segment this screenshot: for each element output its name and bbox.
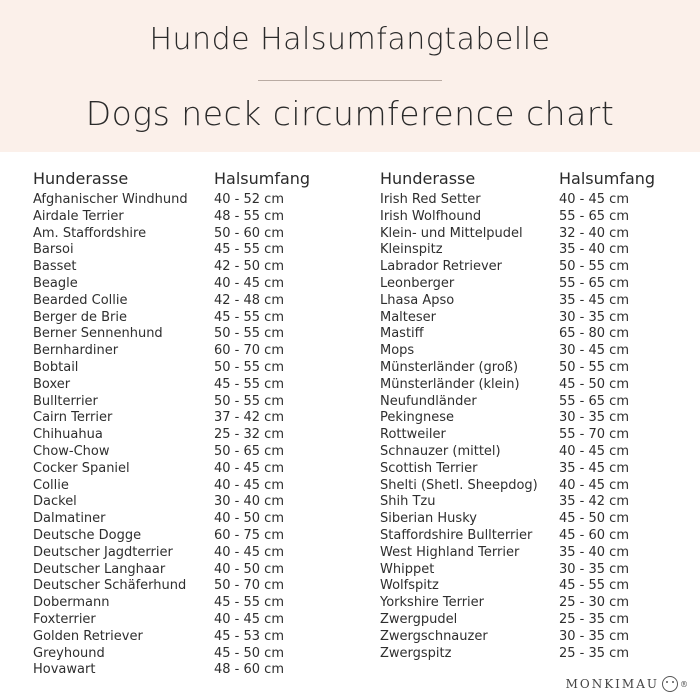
- breed-column-header: Hunderasse: [33, 169, 129, 188]
- breed-name: Pekingnese: [380, 410, 455, 426]
- table-row: [33, 326, 310, 343]
- neck-size: 55 - 65 cm: [559, 393, 629, 409]
- table-header-left: [33, 168, 310, 190]
- breed-name: Basset: [33, 259, 77, 275]
- brand-logo: [566, 676, 688, 692]
- table-row: [380, 276, 655, 293]
- table-row: [380, 595, 655, 612]
- table-row: [33, 595, 310, 612]
- neck-size: 40 - 45 cm: [214, 544, 284, 560]
- table-row: [33, 276, 310, 293]
- table-row: [33, 646, 310, 663]
- brand-name: MONKIMAU: [565, 677, 659, 691]
- neck-size: 50 - 55 cm: [559, 259, 629, 275]
- neck-size: 40 - 45 cm: [214, 460, 284, 476]
- table-row: [33, 545, 310, 562]
- breed-name: Schnauzer (mittel): [380, 443, 501, 459]
- breed-name: Klein- und Mittelpudel: [380, 225, 523, 241]
- neck-size: 30 - 45 cm: [559, 343, 629, 359]
- table-row: [380, 511, 655, 528]
- table-row: [33, 528, 310, 545]
- table-rows-left: [33, 192, 310, 679]
- neck-size: 45 - 55 cm: [559, 578, 629, 594]
- neck-size: 30 - 35 cm: [559, 561, 629, 577]
- breed-name: Collie: [33, 477, 69, 493]
- neck-size: 50 - 65 cm: [214, 443, 284, 459]
- breed-name: Rottweiler: [380, 427, 446, 443]
- table-row: [380, 360, 655, 377]
- table-row: [33, 662, 310, 679]
- neck-size: 48 - 60 cm: [214, 662, 284, 678]
- breed-name: Boxer: [33, 376, 71, 392]
- neck-size: 50 - 55 cm: [559, 359, 629, 375]
- breed-name: Shih Tzu: [380, 494, 436, 510]
- breed-name: Dackel: [33, 494, 77, 510]
- breed-name: Airdale Terrier: [33, 208, 124, 224]
- breed-name: Zwergschnauzer: [380, 628, 488, 644]
- breed-name: Leonberger: [380, 275, 455, 291]
- table-row: [33, 444, 310, 461]
- breed-name: Barsoi: [33, 242, 74, 258]
- table-row: [33, 410, 310, 427]
- table-row: [33, 578, 310, 595]
- neck-size: 32 - 40 cm: [559, 225, 629, 241]
- table-row: [33, 192, 310, 209]
- table-row: [380, 545, 655, 562]
- neck-size: 25 - 35 cm: [559, 645, 629, 661]
- table-row: [380, 343, 655, 360]
- title-german: Hunde Halsumfangtabelle: [149, 22, 551, 57]
- size-column-header: Halsumfang: [559, 169, 656, 188]
- neck-size: 60 - 75 cm: [214, 527, 284, 543]
- breed-name: Münsterländer (klein): [380, 376, 520, 392]
- breed-name: Golden Retriever: [33, 628, 143, 644]
- neck-size: 25 - 35 cm: [559, 611, 629, 627]
- table-row: [33, 562, 310, 579]
- breed-name: Am. Staffordshire: [33, 225, 147, 241]
- title-divider: [258, 80, 442, 81]
- breed-name: Afghanischer Windhund: [33, 192, 188, 207]
- table-row: [380, 629, 655, 646]
- neck-size: 50 - 60 cm: [214, 225, 284, 241]
- breed-name: Chihuahua: [33, 427, 103, 443]
- breed-name: Deutscher Langhaar: [33, 561, 166, 577]
- table-row: [380, 444, 655, 461]
- neck-size: 30 - 35 cm: [559, 309, 629, 325]
- table-row: [380, 192, 655, 209]
- neck-size: 35 - 42 cm: [559, 494, 629, 510]
- table-right-column: [380, 168, 655, 662]
- neck-size: 25 - 32 cm: [214, 427, 284, 443]
- breed-name: Zwergspitz: [380, 645, 452, 661]
- neck-size: 50 - 55 cm: [214, 326, 284, 342]
- table-row: [33, 612, 310, 629]
- neck-size: 40 - 45 cm: [214, 275, 284, 291]
- breed-name: Berner Sennenhund: [33, 326, 163, 342]
- neck-size: 45 - 60 cm: [559, 527, 629, 543]
- table-row: [380, 612, 655, 629]
- table-row: [33, 226, 310, 243]
- breed-name: Dobermann: [33, 595, 110, 611]
- table-row: [33, 511, 310, 528]
- breed-name: Zwergpudel: [380, 611, 458, 627]
- breed-name: Kleinspitz: [380, 242, 443, 258]
- table-row: [33, 209, 310, 226]
- neck-size: 45 - 50 cm: [559, 376, 629, 392]
- neck-size: 45 - 50 cm: [559, 511, 629, 527]
- table-row: [380, 226, 655, 243]
- neck-size: 55 - 65 cm: [559, 275, 629, 291]
- breed-name: Neufundländer: [380, 393, 477, 409]
- breed-name: Irish Red Setter: [380, 192, 481, 207]
- table-row: [33, 494, 310, 511]
- breed-name: Berger de Brie: [33, 309, 128, 325]
- breed-name: Wolfspitz: [380, 578, 439, 594]
- breed-name: Mastiff: [380, 326, 424, 342]
- neck-size: 50 - 55 cm: [214, 359, 284, 375]
- table-row: [33, 293, 310, 310]
- neck-size: 35 - 45 cm: [559, 292, 629, 308]
- neck-size: 35 - 40 cm: [559, 544, 629, 560]
- breed-name: West Highland Terrier: [380, 544, 520, 560]
- breed-name: Shelti (Shetl. Sheepdog): [380, 477, 538, 493]
- table-row: [380, 427, 655, 444]
- neck-size: 30 - 40 cm: [214, 494, 284, 510]
- neck-size: 40 - 45 cm: [559, 443, 629, 459]
- neck-size: 25 - 30 cm: [559, 595, 629, 611]
- breed-name: Irish Wolfhound: [380, 208, 482, 224]
- table-row: [380, 528, 655, 545]
- registered-mark: ®: [680, 679, 688, 689]
- neck-size: 45 - 55 cm: [214, 595, 284, 611]
- breed-name: Bullterrier: [33, 393, 98, 409]
- table-row: [380, 310, 655, 327]
- neck-size: 55 - 70 cm: [559, 427, 629, 443]
- neck-size: 45 - 53 cm: [214, 628, 284, 644]
- table-row: [380, 494, 655, 511]
- table-row: [380, 377, 655, 394]
- neck-size: 40 - 45 cm: [559, 477, 629, 493]
- neck-size: 50 - 55 cm: [214, 393, 284, 409]
- breed-name: Whippet: [380, 561, 435, 577]
- table-row: [380, 646, 655, 663]
- header-banner: [0, 0, 700, 152]
- breed-name: Labrador Retriever: [380, 259, 502, 275]
- table-row: [33, 629, 310, 646]
- breed-name: Lhasa Apso: [380, 292, 455, 308]
- table-row: [380, 562, 655, 579]
- breed-column-header: Hunderasse: [380, 169, 476, 188]
- breed-name: Hovawart: [33, 662, 96, 678]
- breed-name: Dalmatiner: [33, 511, 106, 527]
- title-english: Dogs neck circumference chart: [85, 94, 615, 133]
- table-rows-right: [380, 192, 655, 662]
- table-row: [33, 259, 310, 276]
- breed-name: Yorkshire Terrier: [380, 595, 484, 611]
- neck-size: 42 - 50 cm: [214, 259, 284, 275]
- table-row: [380, 461, 655, 478]
- monkey-face-icon: [662, 676, 678, 692]
- table-left-column: [33, 168, 310, 679]
- breed-name: Foxterrier: [33, 611, 96, 627]
- neck-size: 30 - 35 cm: [559, 628, 629, 644]
- table-row: [33, 427, 310, 444]
- table-row: [380, 394, 655, 411]
- breed-name: Cocker Spaniel: [33, 460, 130, 476]
- neck-size: 30 - 35 cm: [559, 410, 629, 426]
- table-row: [380, 259, 655, 276]
- breed-name: Siberian Husky: [380, 511, 477, 527]
- breed-name: Staffordshire Bullterrier: [380, 527, 533, 543]
- neck-size: 65 - 80 cm: [559, 326, 629, 342]
- table-row: [33, 377, 310, 394]
- neck-size: 40 - 45 cm: [559, 192, 629, 207]
- breed-name: Scottish Terrier: [380, 460, 478, 476]
- breed-name: Deutsche Dogge: [33, 527, 142, 543]
- table-row: [33, 242, 310, 259]
- breed-name: Cairn Terrier: [33, 410, 113, 426]
- neck-size: 45 - 55 cm: [214, 309, 284, 325]
- table-row: [33, 310, 310, 327]
- table-row: [380, 478, 655, 495]
- neck-size: 55 - 65 cm: [559, 208, 629, 224]
- breed-name: Beagle: [33, 275, 78, 291]
- breed-name: Bearded Collie: [33, 292, 128, 308]
- table-row: [33, 461, 310, 478]
- neck-size: 35 - 45 cm: [559, 460, 629, 476]
- neck-size: 40 - 50 cm: [214, 561, 284, 577]
- table-header-right: [380, 168, 655, 190]
- table-row: [380, 242, 655, 259]
- breed-name: Deutscher Jagdterrier: [33, 544, 173, 560]
- neck-size: 48 - 55 cm: [214, 208, 284, 224]
- neck-size: 42 - 48 cm: [214, 292, 284, 308]
- neck-size: 35 - 40 cm: [559, 242, 629, 258]
- neck-size: 45 - 50 cm: [214, 645, 284, 661]
- table-row: [33, 360, 310, 377]
- table-row: [33, 343, 310, 360]
- table-row: [380, 326, 655, 343]
- breed-name: Malteser: [380, 309, 437, 325]
- neck-size: 50 - 70 cm: [214, 578, 284, 594]
- neck-size: 40 - 50 cm: [214, 511, 284, 527]
- breed-name: Greyhound: [33, 645, 105, 661]
- neck-size: 45 - 55 cm: [214, 376, 284, 392]
- breed-name: Mops: [380, 343, 415, 359]
- table-row: [380, 410, 655, 427]
- size-column-header: Halsumfang: [214, 169, 311, 188]
- neck-size: 45 - 55 cm: [214, 242, 284, 258]
- neck-size: 60 - 70 cm: [214, 343, 284, 359]
- breed-name: Deutscher Schäferhund: [33, 578, 187, 594]
- table-row: [33, 394, 310, 411]
- table-row: [380, 293, 655, 310]
- table-row: [380, 209, 655, 226]
- breed-name: Chow-Chow: [33, 443, 110, 459]
- breed-name: Münsterländer (groß): [380, 359, 519, 375]
- neck-size: 40 - 52 cm: [214, 192, 284, 207]
- table-row: [380, 578, 655, 595]
- table-row: [33, 478, 310, 495]
- breed-name: Bernhardiner: [33, 343, 119, 359]
- breed-name: Bobtail: [33, 359, 79, 375]
- neck-size: 40 - 45 cm: [214, 611, 284, 627]
- neck-size: 40 - 45 cm: [214, 477, 284, 493]
- neck-size: 37 - 42 cm: [214, 410, 284, 426]
